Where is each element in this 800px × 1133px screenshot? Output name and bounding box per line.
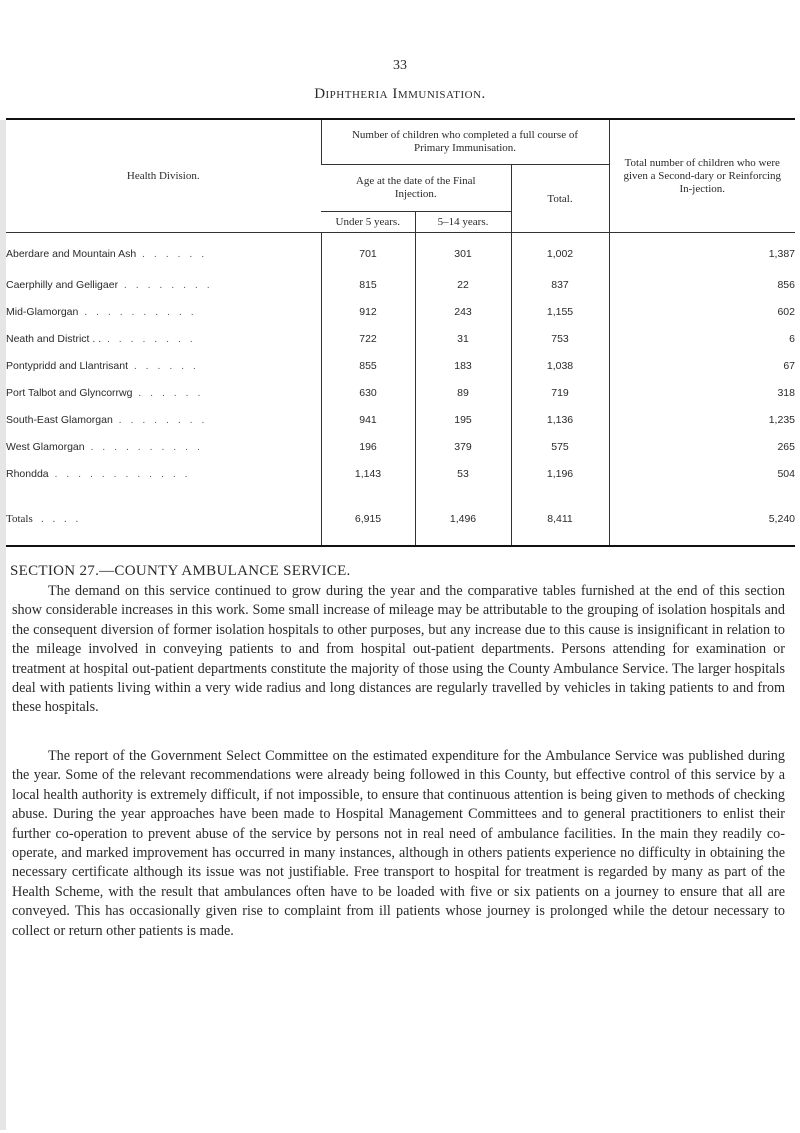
table-row	[6, 433, 795, 460]
cell-second-dose: 602	[609, 298, 795, 325]
leader-dots: . . . .	[40, 513, 82, 525]
cell-under5: 941	[321, 406, 415, 433]
cell-total: 753	[511, 325, 609, 352]
cell-age5-14: 183	[415, 352, 511, 379]
immunisation-table	[6, 118, 795, 547]
cell-total: 719	[511, 379, 609, 406]
cell-under5: 630	[321, 379, 415, 406]
table-row	[6, 460, 795, 487]
header-health-division: Health Division.	[6, 119, 321, 233]
table-row	[6, 379, 795, 406]
cell-age5-14: 379	[415, 433, 511, 460]
division-name: Port Talbot and Glyncorrwg	[6, 386, 133, 399]
header-second-dose: Total number of children who were given a Second-dary or Reinforcing In-jection.	[609, 119, 795, 233]
body-paragraph: The demand on this service continued to grow during the year and the comparative tables furnished at the end of this section show considerable increases in this work. Some small increase of mileage may be attributable to the grouping of isolation hospitals and the consequent diversion of former isolation hospitals to other purposes, but any increase due to this cause is insignificant in relation to the mileage involved in conveying patients to and from hospital out-patient departments. Persons attending for examination or treatment at hospital out-patient departments constitute the majority of those using the County Ambulance Service. The larger hospitals deal with patients living within a very wide radius and long distances are regularly travelled by vehicles in taking patients to and from these hospitals.	[12, 583, 785, 716]
cell-age5-14: 31	[415, 325, 511, 352]
leader-dots: . . . . . .	[133, 359, 199, 372]
total-under5: 6,915	[321, 487, 415, 546]
cell-second-dose: 6	[609, 325, 795, 352]
header-under5: Under 5 years.	[321, 212, 415, 233]
page-title: Diphtheria Immunisation.	[314, 86, 486, 102]
cell-second-dose: 856	[609, 271, 795, 298]
table-row	[6, 271, 795, 298]
leader-dots: . . . . . . . . . .	[84, 305, 197, 318]
division-name: Neath and District . .	[6, 332, 102, 345]
table-row	[6, 325, 795, 352]
table-row	[6, 233, 795, 272]
cell-second-dose: 318	[609, 379, 795, 406]
division-name: Pontypridd and Llantrisant	[6, 359, 128, 372]
cell-second-dose: 265	[609, 433, 795, 460]
table-row	[6, 406, 795, 433]
totals-row	[6, 487, 795, 546]
leader-dots: . . . . . . . .	[106, 332, 196, 345]
cell-under5: 855	[321, 352, 415, 379]
table-row	[6, 298, 795, 325]
cell-age5-14: 53	[415, 460, 511, 487]
leader-dots: . . . . . .	[142, 248, 208, 260]
cell-total: 1,196	[511, 460, 609, 487]
header-completed-group: Number of children who completed a full course of Primary Immunisation.	[321, 119, 609, 165]
cell-under5: 196	[321, 433, 415, 460]
leader-dots: . . . . . .	[138, 386, 204, 399]
cell-total: 1,155	[511, 298, 609, 325]
division-name: Aberdare and Mountain Ash	[6, 248, 137, 260]
cell-second-dose: 504	[609, 460, 795, 487]
cell-age5-14: 22	[415, 271, 511, 298]
cell-second-dose: 1,387	[609, 233, 795, 272]
total-total: 8,411	[511, 487, 609, 546]
table-row	[6, 352, 795, 379]
division-name: West Glamorgan	[6, 440, 85, 453]
section-heading: SECTION 27.—COUNTY AMBULANCE SERVICE.	[10, 563, 351, 579]
division-name: South-East Glamorgan	[6, 413, 113, 426]
cell-under5: 722	[321, 325, 415, 352]
leader-dots: . . . . . . . . . .	[90, 440, 203, 453]
cell-second-dose: 1,235	[609, 406, 795, 433]
cell-second-dose: 67	[609, 352, 795, 379]
cell-age5-14: 195	[415, 406, 511, 433]
leader-dots: . . . . . . . .	[123, 278, 213, 291]
division-name: Caerphilly and Gelligaer	[6, 278, 119, 291]
division-name: Mid-Glamorgan	[6, 305, 79, 318]
cell-under5: 815	[321, 271, 415, 298]
cell-total: 1,038	[511, 352, 609, 379]
page-number: 33	[393, 58, 407, 73]
division-name: Rhondda	[6, 467, 49, 480]
cell-total: 837	[511, 271, 609, 298]
leader-dots: . . . . . . . .	[118, 413, 208, 426]
cell-age5-14: 89	[415, 379, 511, 406]
cell-under5: 912	[321, 298, 415, 325]
header-age-group: Age at the date of the Final Injection.	[321, 165, 511, 212]
total-age5-14: 1,496	[415, 487, 511, 546]
body-paragraph: The report of the Government Select Committee on the estimated expenditure for the Ambulance Service was published during the year. Some of the relevant recommendations were already being followed in this County, but effective control of this service by a local health authority is extremely difficult, if not impossible, to ensure that continuous attention is being given to methods of checking abuse. During the year approaches have been made to Hospital Management Committees and to general practitioners to enlist their further co-operation to prevent abuse of the service by persons not in real need of ambulance facilities. In the main they readily co-operate, and marked improvement has occurred in many instances, although in others patients experience no difficulty in obtaining the necessary certificate although its issue was not justifiable. Free transport to hospital for treatment is regarded by many as part of the Health Scheme, with the result that ambulances often have to be loaded with five or six patients on a journey to ensure that all are conveyed. This has occasionally given rise to complaint from ill patients whose journey is prolonged while the detour necessary to collect or return other patients is made.	[12, 748, 785, 939]
total-second-dose: 5,240	[609, 487, 795, 546]
cell-total: 575	[511, 433, 609, 460]
cell-total: 1,136	[511, 406, 609, 433]
totals-label: Totals	[6, 513, 33, 525]
header-age5-14: 5–14 years.	[415, 212, 511, 233]
header-total: Total.	[511, 165, 609, 233]
cell-age5-14: 301	[415, 233, 511, 272]
cell-under5: 1,143	[321, 460, 415, 487]
cell-under5: 701	[321, 233, 415, 272]
cell-total: 1,002	[511, 233, 609, 272]
cell-age5-14: 243	[415, 298, 511, 325]
leader-dots: . . . . . . . . . . . .	[54, 467, 191, 480]
